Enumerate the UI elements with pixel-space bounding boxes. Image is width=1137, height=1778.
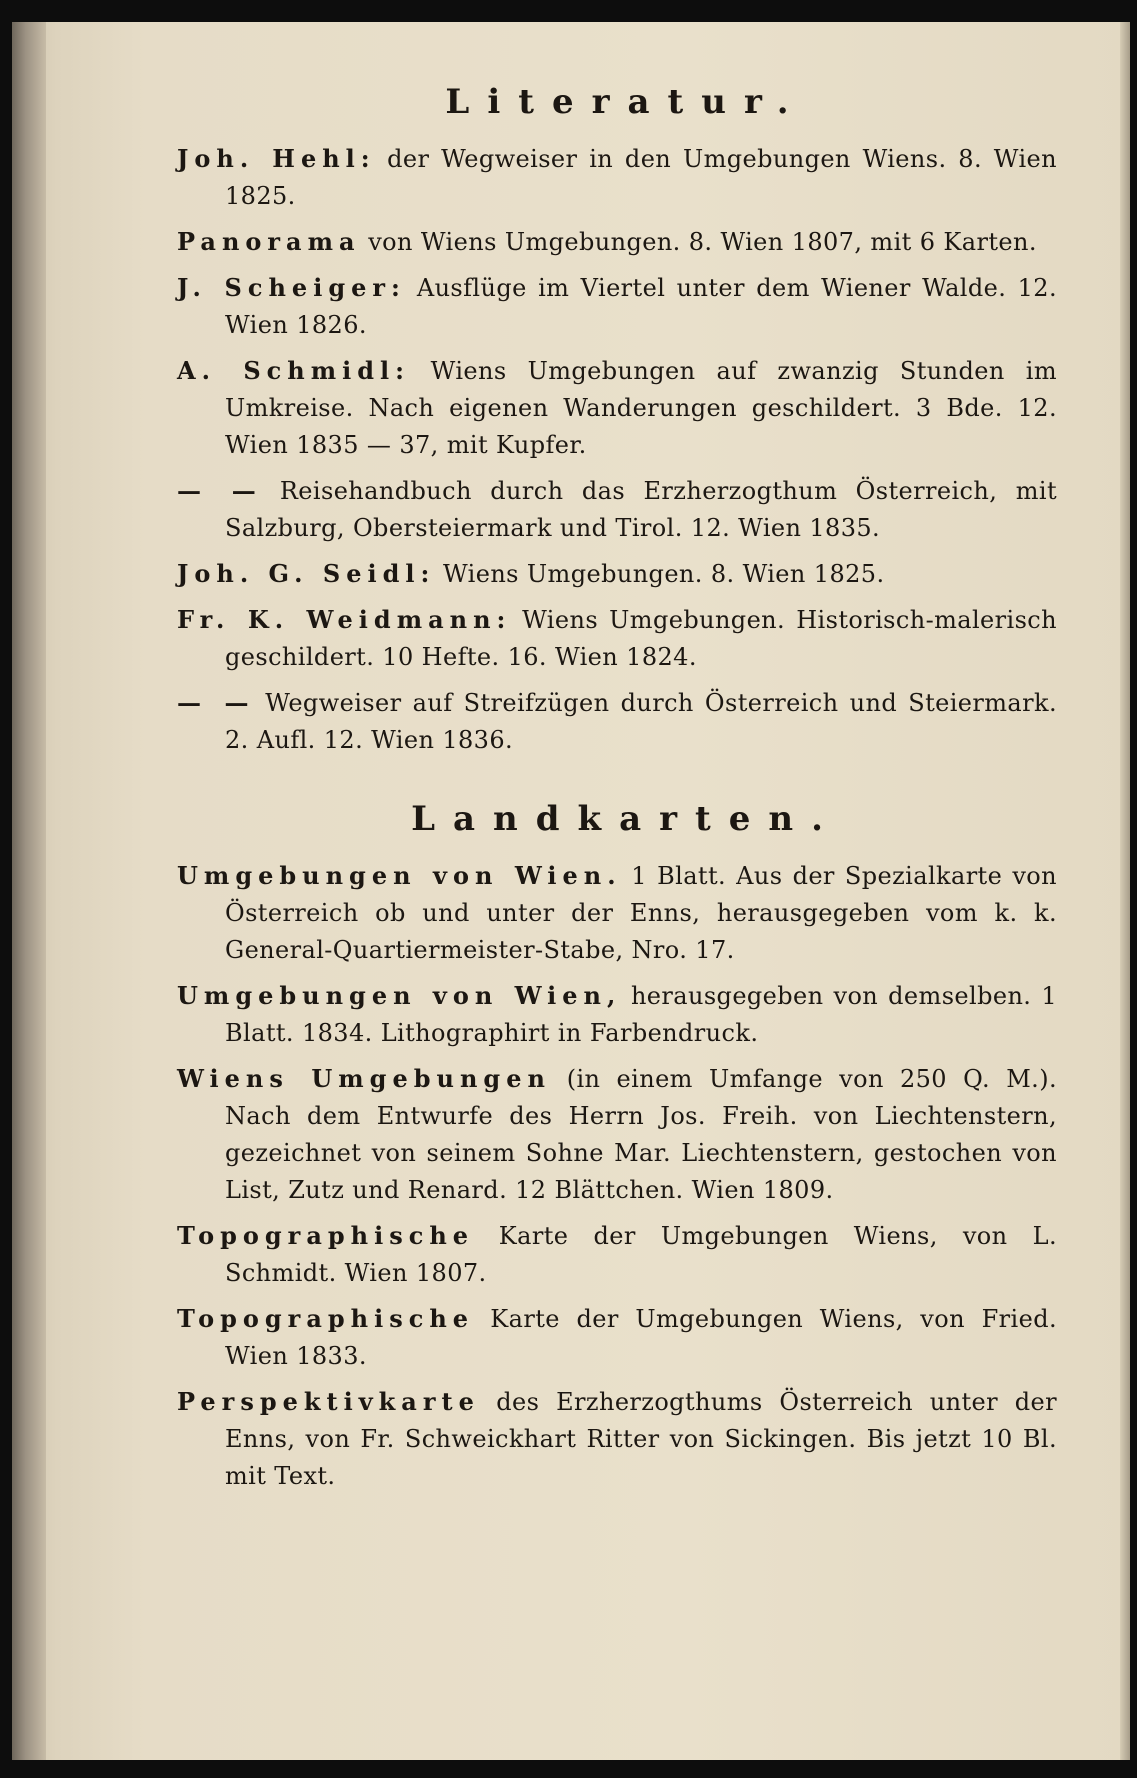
entry-author: Topographische bbox=[177, 1304, 475, 1333]
map-entry bbox=[177, 977, 1057, 1052]
map-entry bbox=[177, 857, 1057, 969]
literature-heading: Literatur. bbox=[445, 82, 807, 122]
map-entry bbox=[177, 1060, 1057, 1209]
entry-details: des Erzherzogthums Österreich unter der Enns, von Fr. Schweickhart Ritter von Sickingen. Bis jetzt 10 Bl. mit Text. bbox=[225, 1388, 1057, 1490]
entry-author: Umgebungen von Wien. bbox=[177, 861, 622, 890]
entry-details: Wiens Umgebungen. 8. Wien 1825. bbox=[443, 560, 885, 588]
entry-details: von Wiens Umgebungen. 8. Wien 1807, mit 6 Karten. bbox=[368, 228, 1037, 256]
literature-entry bbox=[177, 269, 1057, 344]
entry-author: Umgebungen von Wien, bbox=[177, 981, 622, 1010]
entry-details: herausgegeben von demselben. 1 Blatt. 1834. Lithographirt in Farbendruck. bbox=[225, 982, 1057, 1047]
literature-entry bbox=[177, 352, 1057, 464]
entry-author: — — bbox=[177, 476, 262, 505]
entry-details: Wiens Umgebungen auf zwanzig Stunden im Umkreise. Nach eigenen Wanderungen geschildert. 3 Bde. 12. Wien 1835 — 37, mit Kupfer. bbox=[225, 357, 1057, 459]
entry-details: Wiens Umgebungen. Historisch-malerisch geschildert. 10 Hefte. 16. Wien 1824. bbox=[225, 606, 1057, 671]
literature-entry bbox=[177, 140, 1057, 215]
book-page bbox=[12, 22, 1130, 1760]
entry-author: Fr. K. Weidmann: bbox=[177, 605, 512, 634]
entry-author: A. Schmidl: bbox=[177, 356, 411, 385]
entry-details: Reisehandbuch durch das Erzherzogthum Österreich, mit Salzburg, Obersteiermark und Tirol. 12. Wien 1835. bbox=[225, 477, 1057, 542]
page-edge bbox=[1120, 22, 1130, 1760]
entry-details: Karte der Umgebungen Wiens, von Fried. Wien 1833. bbox=[225, 1305, 1057, 1370]
literature-entry bbox=[177, 601, 1057, 676]
literature-entry bbox=[177, 472, 1057, 547]
literature-entry bbox=[177, 223, 1057, 261]
map-entry bbox=[177, 1300, 1057, 1375]
entry-details: Karte der Umgebungen Wiens, von L. Schmidt. Wien 1807. bbox=[225, 1222, 1057, 1287]
literature-entry bbox=[177, 684, 1057, 759]
entry-author: — — bbox=[177, 688, 255, 717]
entry-details: (in einem Umfange von 250 Q. M.). Nach dem Entwurfe des Herrn Jos. Freih. von Liechtenstern, gezeichnet von seinem Sohne Mar. Liechtenstern, gestochen von List, Zutz und Renard. 12 Blättchen. Wien 1809. bbox=[225, 1065, 1057, 1204]
entry-details: Ausflüge im Viertel unter dem Wiener Walde. 12. Wien 1826. bbox=[225, 274, 1057, 339]
literature-entry bbox=[177, 555, 1057, 593]
entry-author: Joh. Hehl: bbox=[177, 144, 376, 173]
entry-details: der Wegweiser in den Umgebungen Wiens. 8. Wien 1825. bbox=[225, 145, 1057, 210]
entry-author: Topographische bbox=[177, 1221, 475, 1250]
book-spine-shadow bbox=[12, 22, 46, 1760]
entry-author: Perspektivkarte bbox=[177, 1387, 480, 1416]
page-text bbox=[177, 82, 1057, 1503]
maps-heading: Landkarten. bbox=[411, 799, 841, 839]
entry-author: J. Scheiger: bbox=[177, 273, 406, 302]
entry-author: Panorama bbox=[177, 227, 361, 256]
entry-details: 1 Blatt. Aus der Spezialkarte von Österreich ob und unter der Enns, herausgegeben vom k. k. General-Quartiermeister-Stabe, Nro. 17. bbox=[225, 862, 1057, 964]
entry-author: Joh. G. Seidl: bbox=[177, 559, 436, 588]
map-entry bbox=[177, 1383, 1057, 1495]
map-entry bbox=[177, 1217, 1057, 1292]
entry-details: Wegweiser auf Streifzügen durch Österreich und Steiermark. 2. Aufl. 12. Wien 1836. bbox=[225, 689, 1057, 754]
entry-author: Wiens Umgebungen bbox=[177, 1064, 551, 1093]
